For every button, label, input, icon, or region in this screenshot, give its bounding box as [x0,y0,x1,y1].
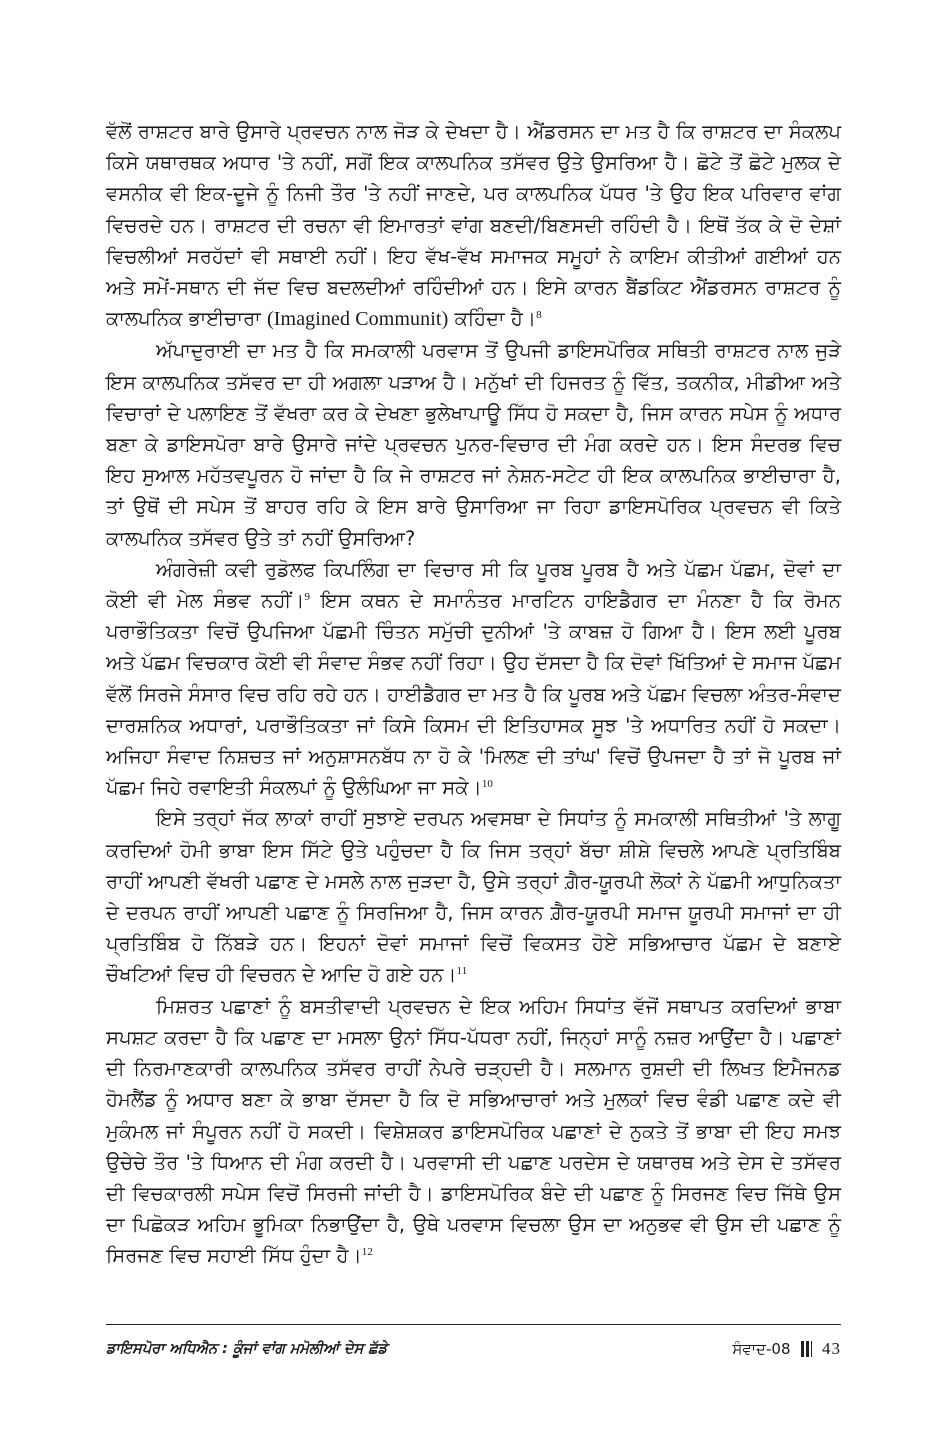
paragraph-4-text: ਇਸੇ ਤਰ੍ਹਾਂ ਜੱਕ ਲਾਕਾਂ ਰਾਹੀਂ ਸੁਝਾਏ ਦਰਪਨ ਅਵਸਥਾ ਦੇ ਸਿਧਾਂਤ ਨੂੰ ਸਮਕਾਲੀ ਸਥਿਤੀਆਂ 'ਤੇ ਲਾਗੂ ਕਰਦਿਆਂ ਹੋਮੀ ਭਾਬਾ ਇਸ ਸਿੱਟੇ ਉਤੇ ਪਹੁੰਚਦਾ ਹੈ ਕਿ ਜਿਸ ਤਰ੍ਹਾਂ ਬੱਚਾ ਸ਼ੀਸ਼ੇ ਵਿਚਲੇ ਆਪਣੇ ਪ੍ਰਤਿਬਿੰਬ ਰਾਹੀਂ ਆਪਣੀ ਵੱਖਰੀ ਪਛਾਣ ਦੇ ਮਸਲੇ ਨਾਲ ਜੁੜਦਾ ਹੈ, ਉਸੇ ਤਰ੍ਹਾਂ ਗ਼ੈਰ-ਯੂਰਪੀ ਲੋਕਾਂ ਨੇ ਪੱਛਮੀ ਆਧੁਨਿਕਤਾ ਦੇ ਦਰਪਨ ਰਾਹੀਂ ਆਪਣੀ ਪਛਾਣ ਨੂੰ ਸਿਰਜਿਆ ਹੈ, ਜਿਸ ਕਾਰਨ ਗ਼ੈਰ-ਯੂਰਪੀ ਸਮਾਜ ਯੂਰਪੀ ਸਮਾਜਾਂ ਦਾ ਹੀ ਪ੍ਰਤਿਬਿੰਬ ਹੋ ਨਿੱਬੜੇ ਹਨ। ਇਹਨਾਂ ਦੋਵਾਂ ਸਮਾਜਾਂ ਵਿਚੋਂ ਵਿਕਸਤ ਹੋਏ ਸਭਿਆਚਾਰ ਪੱਛਮ ਦੇ ਬਣਾਏ ਚੌਖਟਿਆਂ ਵਿਚ ਹੀ ਵਿਚਰਨ ਦੇ ਆਦਿ ਹੋ ਗਏ ਹਨ। [106,807,841,987]
paragraph-3-text-cont: ਇਸ ਕਥਨ ਦੇ ਸਮਾਨੰਤਰ ਮਾਰਟਿਨ ਹਾਇਡੈਗਰ ਦਾ ਮੰਨਣਾ ਹੈ ਕਿ ਰੋਮਨ ਪਰਾਭੌਤਿਕਤਾ ਵਿਚੋਂ ਉਪਜਿਆ ਪੱਛਮੀ ਚਿੰਤਨ ਸਮੁੱਚੀ ਦੁਨੀਆਂ 'ਤੇ ਕਾਬਜ਼ ਹੋ ਗਿਆ ਹੈ। ਇਸ ਲਈ ਪੂਰਬ ਅਤੇ ਪੱਛਮ ਵਿਚਕਾਰ ਕੋਈ ਵੀ ਸੰਵਾਦ ਸੰਭਵ ਨਹੀਂ ਰਿਹਾ। ਉਹ ਦੱਸਦਾ ਹੈ ਕਿ ਦੋਵਾਂ ਖਿੱਤਿਆਂ ਦੇ ਸਮਾਜ ਪੱਛਮ ਵੱਲੋਂ ਸਿਰਜੇ ਸੰਸਾਰ ਵਿਚ ਰਹਿ ਰਹੇ ਹਨ। ਹਾਈਡੈਗਰ ਦਾ ਮਤ ਹੈ ਕਿ ਪੂਰਬ ਅਤੇ ਪੱਛਮ ਵਿਚਲਾ ਅੰਤਰ-ਸੰਵਾਦ ਦਾਰਸ਼ਨਿਕ ਅਧਾਰਾਂ, ਪਰਾਭੌਤਿਕਤਾ ਜਾਂ ਕਿਸੇ ਕਿਸਮ ਦੀ ਇਤਿਹਾਸਕ ਸੂਝ 'ਤੇ ਅਧਾਰਿਤ ਨਹੀਂ ਹੋ ਸਕਦਾ। ਅਜਿਹਾ ਸੰਵਾਦ ਨਿਸ਼ਚਤ ਜਾਂ ਅਨੁਸ਼ਾਸਨਬੱਧ ਨਾ ਹੋ ਕੇ 'ਮਿਲਣ ਦੀ ਤਾਂਘ' ਵਿਚੋਂ ਉਪਜਦਾ ਹੈ ਤਾਂ ਜੋ ਪੂਰਬ ਜਾਂ ਪੱਛਮ ਜਿਹੇ ਰਵਾਇਤੀ ਸੰਕਲਪਾਂ ਨੂੰ ਉਲੰਘਿਆ ਜਾ ਸਕੇ। [106,589,841,800]
footnote-ref-10: 10 [481,778,494,791]
footnote-ref-9: 9 [304,591,311,604]
paragraph-5 [106,991,841,1272]
paragraph-2-text: ਅੱਪਾਦੁਰਾਈ ਦਾ ਮਤ ਹੈ ਕਿ ਸਮਕਾਲੀ ਪਰਵਾਸ ਤੋਂ ਉਪਜੀ ਡਾਇਸਪੋਰਿਕ ਸਥਿਤੀ ਰਾਸ਼ਟਰ ਨਾਲ ਜੁੜੇ ਇਸ ਕਾਲਪਨਿਕ ਤਸੱਵਰ ਦਾ ਹੀ ਅਗਲਾ ਪੜਾਅ ਹੈ। ਮਨੁੱਖਾਂ ਦੀ ਹਿਜਰਤ ਨੂੰ ਵਿੱਤ, ਤਕਨੀਕ, ਮੀਡੀਆ ਅਤੇ ਵਿਚਾਰਾਂ ਦੇ ਪਲਾਇਣ ਤੋਂ ਵੱਖਰਾ ਕਰ ਕੇ ਦੇਖਣਾ ਭੁਲੇਖਾਪਾਊ ਸਿੱਧ ਹੋ ਸਕਦਾ ਹੈ, ਜਿਸ ਕਾਰਨ ਸਪੇਸ ਨੂੰ ਅਧਾਰ ਬਣਾ ਕੇ ਡਾਇਸਪੋਰਾ ਬਾਰੇ ਉਸਾਰੇ ਜਾਂਦੇ ਪ੍ਰਵਚਨ ਪੁਨਰ-ਵਿਚਾਰ ਦੀ ਮੰਗ ਕਰਦੇ ਹਨ। ਇਸ ਸੰਦਰਭ ਵਿਚ ਇਹ ਸੁਆਲ ਮਹੱਤਵਪੂਰਨ ਹੋ ਜਾਂਦਾ ਹੈ ਕਿ ਜੇ ਰਾਸ਼ਟਰ ਜਾਂ ਨੇਸ਼ਨ-ਸਟੇਟ ਹੀ ਇਕ ਕਾਲਪਨਿਕ ਭਾਈਚਾਰਾ ਹੈ, ਤਾਂ ਉਥੋਂ ਦੀ ਸਪੇਸ ਤੋਂ ਬਾਹਰ ਰਹਿ ਕੇ ਇਸ ਬਾਰੇ ਉਸਾਰਿਆ ਜਾ ਰਿਹਾ ਡਾਇਸਪੋਰਿਕ ਪ੍ਰਵਚਨ ਵੀ ਕਿਤੇ ਕਾਲਪਨਿਕ ਤਸੱਵਰ ਉਤੇ ਤਾਂ ਨਹੀਂ ਉਸਰਿਆ? [106,339,841,550]
paragraph-5-text: ਮਿਸ਼ਰਤ ਪਛਾਣਾਂ ਨੂੰ ਬਸਤੀਵਾਦੀ ਪ੍ਰਵਚਨ ਦੇ ਇਕ ਅਹਿਮ ਸਿਧਾਂਤ ਵੱਜੋਂ ਸਥਾਪਤ ਕਰਦਿਆਂ ਭਾਬਾ ਸਪਸ਼ਟ ਕਰਦਾ ਹੈ ਕਿ ਪਛਾਣ ਦਾ ਮਸਲਾ ਉਨਾਂ ਸਿੱਧ-ਪੱਧਰਾ ਨਹੀਂ, ਜਿਨ੍ਹਾਂ ਸਾਨੂੰ ਨਜ਼ਰ ਆਉਂਦਾ ਹੈ। ਪਛਾਣਾਂ ਦੀ ਨਿਰਮਾਣਕਾਰੀ ਕਾਲਪਨਿਕ ਤਸੱਵਰ ਰਾਹੀਂ ਨੇਪਰੇ ਚੜ੍ਹਦੀ ਹੈ। ਸਲਮਾਨ ਰੁਸ਼ਦੀ ਦੀ ਲਿਖਤ ਇਮੈਜਨਡ ਹੋਮਲੈਂਡ ਨੂੰ ਅਧਾਰ ਬਣਾ ਕੇ ਭਾਬਾ ਦੱਸਦਾ ਹੈ ਕਿ ਦੋ ਸਭਿਆਚਾਰਾਂ ਅਤੇ ਮੁਲਕਾਂ ਵਿਚ ਵੰਡੀ ਪਛਾਣ ਕਦੇ ਵੀ ਮੁਕੰਮਲ ਜਾਂ ਸੰਪੂਰਨ ਨਹੀਂ ਹੋ ਸਕਦੀ। ਵਿਸ਼ੇਸ਼ਕਰ ਡਾਇਸਪੋਰਿਕ ਪਛਾਣਾਂ ਦੇ ਨੁਕਤੇ ਤੋਂ ਭਾਬਾ ਦੀ ਇਹ ਸਮਝ ਉਚੇਚੇ ਤੌਰ 'ਤੇ ਧਿਆਨ ਦੀ ਮੰਗ ਕਰਦੀ ਹੈ। ਪਰਵਾਸੀ ਦੀ ਪਛਾਣ ਪਰਦੇਸ ਦੇ ਯਥਾਰਥ ਅਤੇ ਦੇਸ ਦੇ ਤਸੱਵਰ ਦੀ ਵਿਚਕਾਰਲੀ ਸਪੇਸ ਵਿਚੋਂ ਸਿਰਜੀ ਜਾਂਦੀ ਹੈ। ਡਾਇਸਪੋਰਿਕ ਬੰਦੇ ਦੀ ਪਛਾਣ ਨੂੰ ਸਿਰਜਣ ਵਿਚ ਜਿੱਥੇ ਉਸ ਦਾ ਪਿਛੋਕੜ ਅਹਿਮ ਭੂਮਿਕਾ ਨਿਭਾਉਂਦਾ ਹੈ, ਉਥੇ ਪਰਵਾਸ ਵਿਚਲਾ ਉਸ ਦਾ ਅਨੁਭਵ ਵੀ ਉਸ ਦੀ ਪਛਾਣ ਨੂੰ ਸਿਰਜਣ ਵਿਚ ਸਹਾਈ ਸਿੱਧ ਹੁੰਦਾ ਹੈ। [106,994,841,1268]
paragraph-3 [106,554,841,804]
footnote-ref-11: 11 [456,965,468,978]
footer-book-title: ਡਾਇਸਪੋਰਾ ਅਧਿਐਨ : ਕੂੰਜਾਂ ਵਾਂਗ ਮਮੋਲੀਆਂ ਦੇਸ ਛੱਡੇ [106,1341,388,1357]
english-term: (Imagined Communit) [267,308,449,331]
paragraph-1-text: ਵੱਲੋਂ ਰਾਸ਼ਟਰ ਬਾਰੇ ਉਸਾਰੇ ਪ੍ਰਵਚਨ ਨਾਲ ਜੋੜ ਕੇ ਦੇਖਦਾ ਹੈ। ਐਂਡਰਸਨ ਦਾ ਮਤ ਹੈ ਕਿ ਰਾਸ਼ਟਰ ਦਾ ਸੰਕਲਪ ਕਿਸੇ ਯਥਾਰਥਕ ਅਧਾਰ 'ਤੇ ਨਹੀਂ, ਸਗੋਂ ਇਕ ਕਾਲਪਨਿਕ ਤਸੱਵਰ ਉਤੇ ਉਸਰਿਆ ਹੈ। ਛੋਟੇ ਤੋਂ ਛੋਟੇ ਮੁਲਕ ਦੇ ਵਸਨੀਕ ਵੀ ਇਕ-ਦੂਜੇ ਨੂੰ ਨਿਜੀ ਤੌਰ 'ਤੇ ਨਹੀਂ ਜਾਣਦੇ, ਪਰ ਕਾਲਪਨਿਕ ਪੱਧਰ 'ਤੇ ਉਹ ਇਕ ਪਰਿਵਾਰ ਵਾਂਗ ਵਿਚਰਦੇ ਹਨ। ਰਾਸ਼ਟਰ ਦੀ ਰਚਨਾ ਵੀ ਇਮਾਰਤਾਂ ਵਾਂਗ ਬਣਦੀ/ਬਿਣਸਦੀ ਰਹਿੰਦੀ ਹੈ। ਇਥੋਂ ਤੱਕ ਕੇ ਦੋ ਦੇਸ਼ਾਂ ਵਿਚਲੀਆਂ ਸਰਹੱਦਾਂ ਵੀ ਸਥਾਈ ਨਹੀਂ। ਇਹ ਵੱਖ-ਵੱਖ ਸਮਾਜਕ ਸਮੂਹਾਂ ਨੇ ਕਾਇਮ ਕੀਤੀਆਂ ਗਈਆਂ ਹਨ ਅਤੇ ਸਮੇਂ-ਸਥਾਨ ਦੀ ਜੱਦ ਵਿਚ ਬਦਲਦੀਆਂ ਰਹਿੰਦੀਆਂ ਹਨ। ਇਸੇ ਕਾਰਨ ਬੈਂਡਕਿਟ ਐਂਡਰਸਨ ਰਾਸ਼ਟਰ ਨੂੰ ਕਾਲਪਨਿਕ ਭਾਈਚਾਰਾ [106,120,841,331]
footer-issue: ਸੰਵਾਦ-08 [732,1340,791,1358]
paragraph-1-text-end: ਕਹਿੰਦਾ ਹੈ। [448,307,537,331]
paragraph-3-text: ਅੰਗਰੇਜ਼ੀ ਕਵੀ ਰੁਡੋਲਫ ਕਿਪਲਿੰਗ ਦਾ ਵਿਚਾਰ ਸੀ ਕਿ ਪੂਰਬ ਪੂਰਬ ਹੈ ਅਤੇ ਪੱਛਮ ਪੱਛਮ, ਦੋਵਾਂ ਦਾ ਕੋਈ ਵੀ ਮੇਲ ਸੰਭਵ ਨਹੀਂ। [106,557,841,613]
footer-right [732,1336,841,1362]
paragraph-4 [106,803,841,990]
footer-divider [106,1324,841,1325]
paragraph-2 [106,335,841,553]
footnote-ref-8: 8 [536,309,542,322]
footnote-ref-12: 12 [361,1246,373,1259]
page-footer [106,1336,841,1362]
paragraph-1 [106,116,841,335]
page-body [106,116,841,1272]
page-number: 43 [822,1339,841,1358]
bars-icon [801,1341,813,1357]
